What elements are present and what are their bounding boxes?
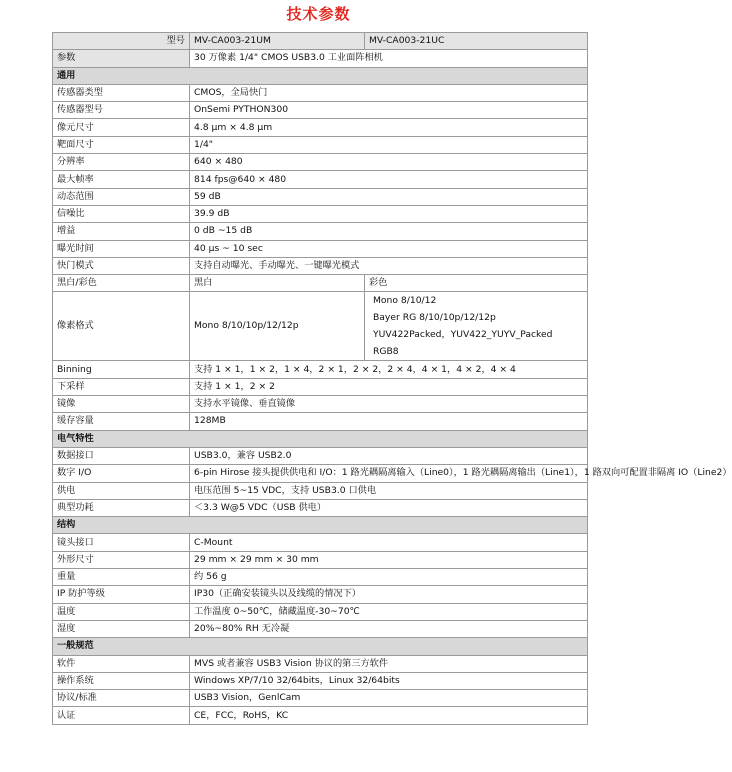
row-label: 外形尺寸 [53,551,190,568]
row-label: 缓存容量 [53,413,190,430]
section-row [53,67,588,84]
row-value: IP30（正确安装镜头以及线缆的情况下） [190,586,588,603]
table-row [53,396,588,413]
row-label: 温度 [53,603,190,620]
row-value: 4.8 μm × 4.8 μm [190,119,588,136]
param-row [53,50,588,67]
row-label: 最大帧率 [53,171,190,188]
row-label: IP 防护等级 [53,586,190,603]
row-value: 40 μs ~ 10 sec [190,240,588,257]
row-value: 支持自动曝光、手动曝光、一键曝光模式 [190,257,588,274]
table-row [53,136,588,153]
spec-table [52,32,732,725]
row-value: 工作温度 0~50℃，储藏温度-30~70℃ [190,603,588,620]
row-value: 1/4" [190,136,588,153]
table-row [53,551,588,568]
model-b: MV-CA003-21UC [365,33,588,50]
section-row [53,430,588,447]
table-row [53,534,588,551]
table-row [53,482,588,499]
table-row [53,603,588,620]
model-label: 型号 [53,33,190,50]
param-label: 参数 [53,50,190,67]
row-value: 39.9 dB [190,205,588,222]
row-value: 支持水平镜像、垂直镜像 [190,396,588,413]
pixel-format-line: Mono 8/10/12 [373,295,437,307]
row-value-b: 彩色 [365,275,588,292]
table-row [53,275,588,292]
param-value: 30 万像素 1/4" CMOS USB3.0 工业面阵相机 [190,50,588,67]
table-row [53,257,588,274]
row-value: USB3 Vision，GenlCam [190,690,588,707]
page-title: 技术参数 [286,5,351,23]
table-row [53,188,588,205]
section-row [53,638,588,655]
table-row [53,655,588,672]
row-label: 动态范围 [53,188,190,205]
table-row [53,707,588,724]
row-label: Binning [53,361,190,378]
row-label: 镜头接口 [53,534,190,551]
row-label: 像素格式 [53,292,190,361]
row-value: ＜3.3 W@5 VDC（USB 供电） [190,499,588,516]
row-label: 软件 [53,655,190,672]
row-value: 29 mm × 29 mm × 30 mm [190,551,588,568]
section-spec: 一般规范 [53,638,588,655]
table-row [53,569,588,586]
table-row [53,223,588,240]
row-value: CMOS，全局快门 [190,84,588,101]
row-label: 镜像 [53,396,190,413]
table-row [53,84,588,101]
row-label: 数字 I/O [53,465,190,482]
row-label: 供电 [53,482,190,499]
row-label: 操作系统 [53,672,190,689]
row-value: 0 dB ~15 dB [190,223,588,240]
row-value: OnSemi PYTHON300 [190,102,588,119]
row-value: 支持 1 × 1，2 × 2 [190,378,588,395]
row-value: 6-pin Hirose 接头提供供电和 I/O：1 路光耦隔离输入（Line0），1 路光耦隔离输出（Line1），1 路双向可配置非隔离 IO（Line2） [190,465,588,482]
table-row [53,378,588,395]
row-label: 分辨率 [53,154,190,171]
section-general: 通用 [53,67,588,84]
pixel-format-line: RGB8 [373,346,399,358]
row-label: 黑白/彩色 [53,275,190,292]
row-label: 靶面尺寸 [53,136,190,153]
row-value: 59 dB [190,188,588,205]
row-value: USB3.0，兼容 USB2.0 [190,447,588,464]
table-row [53,413,588,430]
row-value: 814 fps@640 × 480 [190,171,588,188]
row-value-b [365,292,588,361]
table-row [53,119,588,136]
section-structure: 结构 [53,517,588,534]
table-row [53,620,588,637]
table-row [53,240,588,257]
row-label: 像元尺寸 [53,119,190,136]
row-label: 重量 [53,569,190,586]
table-row [53,690,588,707]
table-row [53,361,588,378]
row-label: 传感器型号 [53,102,190,119]
table-row [53,465,588,482]
row-label: 协议/标准 [53,690,190,707]
row-value: 约 56 g [190,569,588,586]
table-row [53,154,588,171]
row-value: C-Mount [190,534,588,551]
row-value: CE，FCC，RoHS，KC [190,707,588,724]
table-row [53,171,588,188]
table-row [53,499,588,516]
table-row [53,292,588,361]
row-value: 电压范围 5~15 VDC，支持 USB3.0 口供电 [190,482,588,499]
row-value: Windows XP/7/10 32/64bits，Linux 32/64bits [190,672,588,689]
row-label: 数据接口 [53,447,190,464]
section-row [53,517,588,534]
row-label: 信噪比 [53,205,190,222]
row-label: 认证 [53,707,190,724]
table-row [53,205,588,222]
model-row [53,33,588,50]
row-value: MVS 或者兼容 USB3 Vision 协议的第三方软件 [190,655,588,672]
row-label: 增益 [53,223,190,240]
row-value-a: 黑白 [190,275,365,292]
row-label: 典型功耗 [53,499,190,516]
row-value-a: Mono 8/10/10p/12/12p [190,292,365,361]
section-electrical: 电气特性 [53,430,588,447]
row-label: 湿度 [53,620,190,637]
model-a: MV-CA003-21UM [190,33,365,50]
row-value: 20%~80% RH 无冷凝 [190,620,588,637]
pixel-format-line: Bayer RG 8/10/10p/12/12p [373,312,496,324]
row-label: 传感器类型 [53,84,190,101]
table-row [53,672,588,689]
row-label: 曝光时间 [53,240,190,257]
table-row [53,586,588,603]
table-row [53,447,588,464]
table-row [53,102,588,119]
row-value: 支持 1 × 1，1 × 2，1 × 4，2 × 1，2 × 2，2 × 4，4 × 1，4 × 2，4 × 4 [190,361,588,378]
pixel-format-line: YUV422Packed，YUV422_YUYV_Packed [373,329,553,341]
row-label: 快门模式 [53,257,190,274]
row-value: 640 × 480 [190,154,588,171]
row-value: 128MB [190,413,588,430]
row-label: 下采样 [53,378,190,395]
